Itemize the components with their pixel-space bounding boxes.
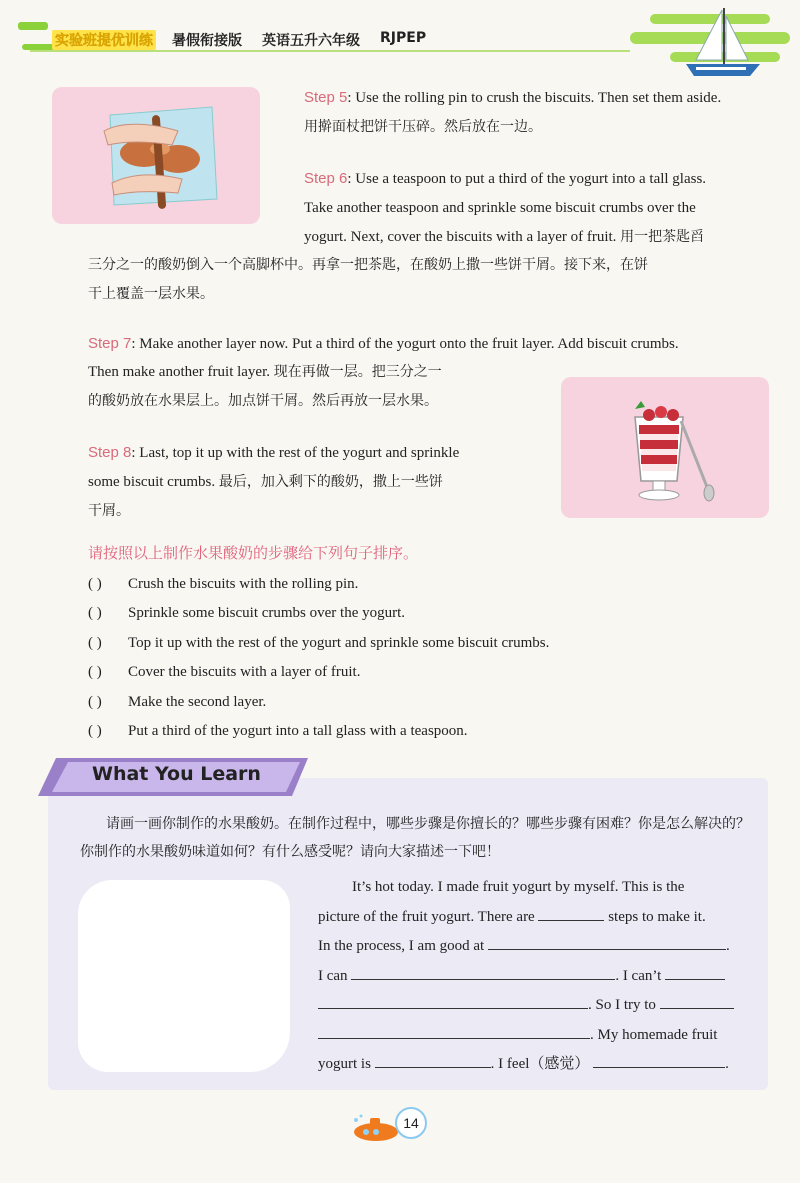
- book-edition: RJPEP: [380, 30, 427, 46]
- fruit-yogurt-illustration: [561, 377, 769, 518]
- rolling-pin-illustration: [52, 87, 260, 224]
- fill-blank[interactable]: [593, 1050, 725, 1068]
- step-text-en: Take another teaspoon and sprinkle some biscuit crumbs over the: [304, 200, 696, 216]
- item-text: Make the second layer.: [128, 693, 267, 710]
- step-text-zh: 用一把茶匙舀: [620, 229, 705, 245]
- fill-blank[interactable]: [488, 932, 726, 950]
- template-text: In the process, I am good at: [318, 938, 485, 954]
- item-text: Cover the biscuits with a layer of fruit.: [128, 664, 361, 681]
- step-label: Step 7: [88, 335, 132, 352]
- step-text-zh: 干上覆盖一层水果。: [88, 286, 214, 302]
- fill-blank[interactable]: [538, 903, 604, 921]
- header-rule: [30, 50, 630, 52]
- step-text-en: yogurt. Next, cover the biscuits with a layer of fruit.: [304, 229, 617, 245]
- answer-blank[interactable]: ( ): [88, 693, 102, 710]
- answer-blank[interactable]: ( ): [88, 722, 102, 739]
- book-title: 暑假衔接版: [172, 33, 242, 49]
- step-text-en: Last, top it up with the rest of the yogurt and sprinkle: [139, 445, 460, 461]
- section-title: What You Learn: [92, 763, 261, 785]
- step-6: Step 6: Use a teaspoon to put a third of the yogurt into a tall glass. Take another teaspoon and sprinkle some biscuit crumbs over the yogurt. Next, cover the biscuits with a layer of fruit. 用一把茶匙舀: [304, 170, 707, 245]
- template-text: . I can’t: [615, 967, 662, 984]
- item-text: Crush the biscuits with the rolling pin.: [128, 576, 359, 592]
- answer-blank[interactable]: ( ): [88, 634, 102, 651]
- fill-blank[interactable]: [375, 1050, 491, 1068]
- step-text-zh: 用擀面杖把饼干压碎。然后放在一边。: [304, 119, 542, 135]
- fill-blank[interactable]: [318, 991, 588, 1009]
- template-text: .: [725, 1056, 729, 1072]
- list-item: [88, 629, 788, 658]
- list-item: [88, 599, 788, 628]
- template-text: . My homemade fruit: [590, 1026, 718, 1043]
- header-green-stripe: [18, 22, 48, 30]
- answer-blank[interactable]: ( ): [88, 664, 102, 681]
- item-text: Top it up with the rest of the yogurt and sprinkle some biscuit crumbs.: [128, 634, 550, 651]
- step-text-zh: 现在再做一层。把三分之一: [273, 364, 442, 380]
- template-text: . I feel（感觉）: [490, 1056, 590, 1072]
- fill-blank[interactable]: [318, 1021, 590, 1039]
- yogurt-glass-icon: [561, 377, 769, 518]
- step-8: Step 8: Last, top it up with the rest of the yogurt and sprinkle some biscuit crumbs. 最后，加入剩下的酸奶，撒上一些饼 干屑。: [88, 444, 460, 519]
- fill-blank[interactable]: [351, 962, 615, 980]
- series-name: 实验班提优训练: [52, 30, 156, 50]
- sailboat-icon: [610, 6, 800, 80]
- item-text: Sprinkle some biscuit crumbs over the yogurt.: [128, 605, 406, 622]
- step-text-zh: 的酸奶放在水果层上。加点饼干屑。然后再放一层水果。: [88, 393, 438, 409]
- step-7: Step 7: Make another layer now. Put a third of the yogurt onto the fruit layer. Add biscuit crumbs.: [88, 335, 679, 352]
- step-text-en: Make another layer now. Put a third of the yogurt onto the fruit layer. Add biscuit crumbs.: [139, 336, 679, 352]
- step-text-en: some biscuit crumbs.: [88, 474, 216, 490]
- step-text-en: Use the rolling pin to crush the biscuits. Then set them aside.: [355, 90, 722, 106]
- section-prompt: 请画一画你制作的水果酸奶。在制作过程中，哪些步骤是你擅长的？哪些步骤有困难？你是怎么解决的？你制作的水果酸奶味道如何？有什么感受呢？请向大家描述一下吧！: [80, 816, 750, 860]
- step-text-en: Use a teaspoon to put a third of the yogurt into a tall glass.: [355, 171, 707, 187]
- template-text: .: [725, 938, 730, 954]
- answer-blank[interactable]: ( ): [88, 576, 102, 592]
- template-text: steps to make it.: [608, 908, 706, 925]
- list-item: [88, 688, 788, 717]
- step-text-zh: 干屑。: [88, 503, 130, 519]
- page-number: 14: [395, 1107, 427, 1139]
- exercise-instruction: 请按照以上制作水果酸奶的步骤给下列句子排序。: [88, 544, 419, 562]
- step-text-zh: 三分之一的酸奶倒入一个高脚杯中。再拿一把茶匙，在酸奶上撒一些饼干屑。接下来，在饼: [88, 257, 648, 273]
- step-text-zh: 最后，加入剩下的酸奶，撒上一些饼: [218, 474, 443, 490]
- step-label: Step 8: [88, 444, 132, 461]
- template-text: yogurt is: [318, 1056, 371, 1072]
- template-text: I can: [318, 967, 348, 984]
- step-text-en: Then make another fruit layer.: [88, 364, 271, 380]
- list-item: [88, 717, 788, 746]
- ordering-exercise: [88, 570, 788, 746]
- step-7-continued: [88, 358, 528, 416]
- template-text: picture of the fruit yogurt. There are: [318, 908, 535, 925]
- step-label: Step 6: [304, 170, 348, 187]
- step-label: Step 5: [304, 89, 348, 106]
- item-text: Put a third of the yogurt into a tall glass with a teaspoon.: [128, 722, 468, 739]
- list-item: [88, 570, 788, 599]
- hands-rolling-pin-icon: [52, 87, 260, 224]
- page-header: [0, 0, 800, 80]
- fill-blank[interactable]: [665, 962, 725, 980]
- writing-template: [318, 873, 758, 1080]
- answer-blank[interactable]: ( ): [88, 605, 102, 622]
- step-6-continued: [88, 251, 778, 309]
- list-item: [88, 658, 788, 687]
- fill-blank[interactable]: [660, 991, 734, 1009]
- step-5: Step 5: Use the rolling pin to crush the biscuits. Then set them aside. 用擀面杖把饼干压碎。然后放在一边。: [304, 89, 722, 135]
- template-text: It’s hot today. I made fruit yogurt by myself. This is the: [352, 879, 685, 895]
- template-text: . So I try to: [588, 997, 656, 1013]
- drawing-area[interactable]: [78, 880, 290, 1072]
- book-subject: 英语五升六年级: [262, 33, 360, 49]
